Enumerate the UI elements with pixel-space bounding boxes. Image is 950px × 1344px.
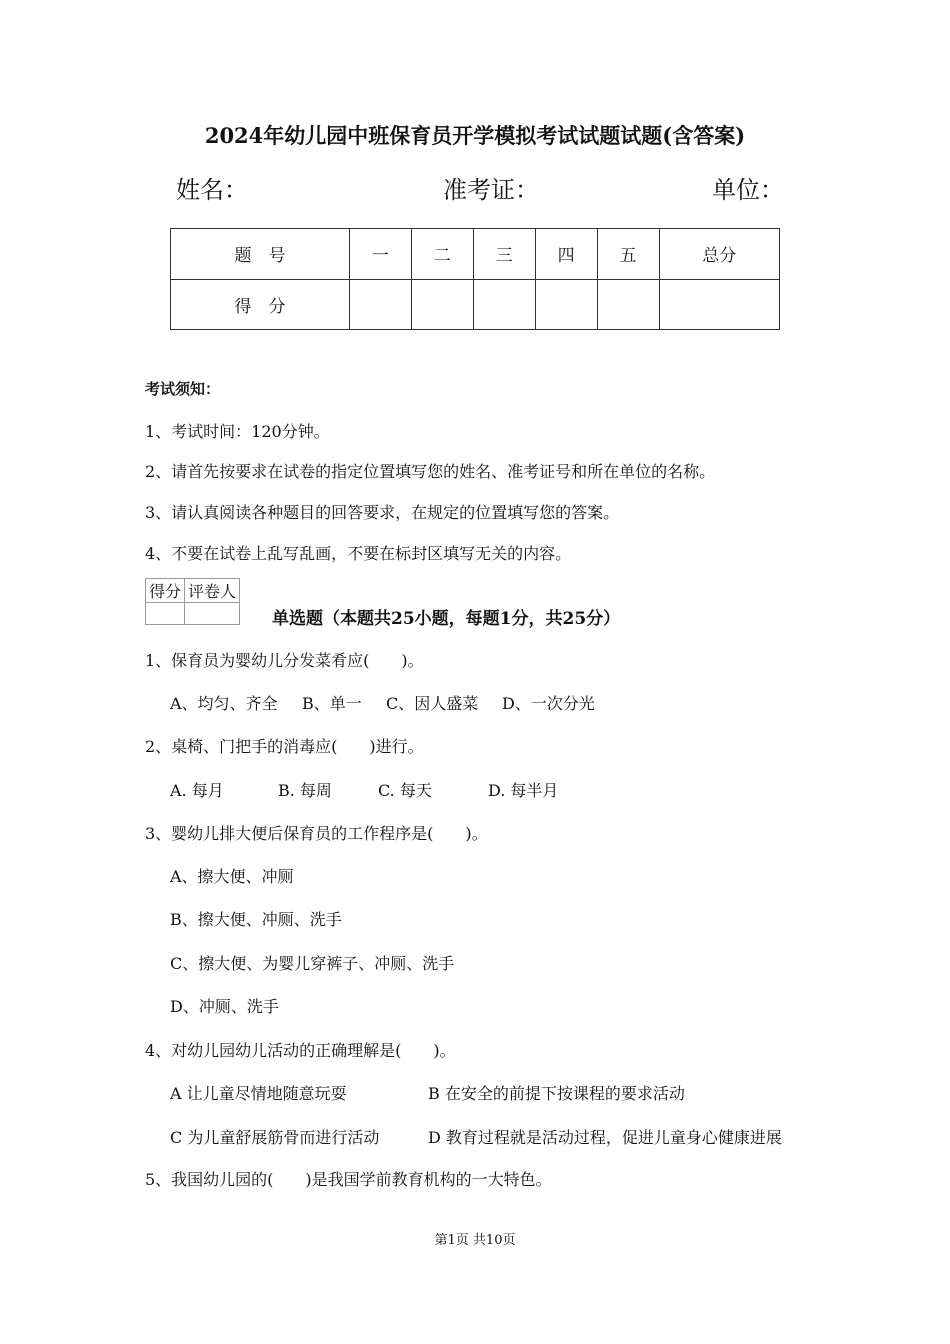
question-stem: 5、我国幼儿园的( )是我国学前教育机构的一大特色。 bbox=[145, 1170, 552, 1189]
score-table bbox=[170, 228, 780, 330]
question-option: A 让儿童尽情地随意玩耍 bbox=[170, 1084, 347, 1103]
question-option: B、擦大便、冲厕、洗手 bbox=[170, 910, 342, 929]
page-title: 2024年幼儿园中班保育员开学模拟考试试题试题(含答案) bbox=[204, 123, 746, 148]
question-option: C、擦大便、为婴儿穿裤子、冲厕、洗手 bbox=[170, 954, 455, 973]
question-stem: 2、桌椅、门把手的消毒应( )进行。 bbox=[145, 737, 424, 756]
score-table-header: 总分 bbox=[659, 229, 779, 280]
score-table-header: 一 bbox=[349, 229, 411, 280]
score-cell bbox=[473, 279, 535, 330]
grader-score-label: 得分 bbox=[146, 579, 185, 603]
question-option: B、单一 bbox=[302, 694, 362, 713]
question-option: B. 每周 bbox=[278, 781, 332, 800]
section-title: 单选题（本题共25小题，每题1分，共25分） bbox=[272, 609, 621, 629]
question-option: D 教育过程就是活动过程，促进儿童身心健康进展 bbox=[428, 1128, 782, 1147]
question-stem: 3、婴幼儿排大便后保育员的工作程序是( )。 bbox=[145, 824, 488, 843]
grader-reviewer-cell bbox=[185, 603, 240, 625]
notice-item: 2、请首先按要求在试卷的指定位置填写您的姓名、准考证号和所在单位的名称。 bbox=[145, 462, 716, 481]
score-table-header-row bbox=[171, 229, 780, 280]
notice-item: 3、请认真阅读各种题目的回答要求，在规定的位置填写您的答案。 bbox=[145, 503, 620, 522]
question-stem: 1、保育员为婴幼儿分发菜肴应( )。 bbox=[145, 651, 424, 670]
question-option: C 为儿童舒展筋骨而进行活动 bbox=[170, 1128, 380, 1147]
grader-reviewer-label: 评卷人 bbox=[185, 579, 240, 603]
score-table-header: 三 bbox=[473, 229, 535, 280]
question-option: C. 每天 bbox=[378, 781, 432, 800]
score-table-header: 题 号 bbox=[171, 229, 350, 280]
question-option: A、均匀、齐全 bbox=[170, 694, 278, 713]
question-option: A. 每月 bbox=[170, 781, 224, 800]
score-table-header: 二 bbox=[411, 229, 473, 280]
unit-field-label: 单位： bbox=[712, 176, 784, 204]
score-cell bbox=[411, 279, 473, 330]
question-option: B 在安全的前提下按课程的要求活动 bbox=[428, 1084, 685, 1103]
page-footer: 第1页 共10页 bbox=[434, 1233, 516, 1248]
notice-item: 4、不要在试卷上乱写乱画，不要在标封区填写无关的内容。 bbox=[145, 544, 572, 563]
grader-box bbox=[145, 578, 240, 625]
grader-score-cell bbox=[146, 603, 185, 625]
question-option: A、擦大便、冲厕 bbox=[170, 867, 294, 886]
score-cell bbox=[535, 279, 597, 330]
score-table-score-row bbox=[171, 279, 780, 330]
score-table-header: 四 bbox=[535, 229, 597, 280]
name-field-label: 姓名： bbox=[176, 176, 248, 204]
notice-heading: 考试须知： bbox=[145, 380, 221, 398]
question-stem: 4、对幼儿园幼儿活动的正确理解是( )。 bbox=[145, 1041, 456, 1060]
question-option: C、因人盛菜 bbox=[386, 694, 479, 713]
score-cell bbox=[659, 279, 779, 330]
score-cell bbox=[349, 279, 411, 330]
question-option: D、一次分光 bbox=[502, 694, 595, 713]
exam-number-field-label: 准考证： bbox=[443, 176, 539, 204]
notice-item: 1、考试时间：120分钟。 bbox=[145, 422, 330, 441]
question-option: D、冲厕、洗手 bbox=[170, 997, 279, 1016]
score-table-header: 五 bbox=[597, 229, 659, 280]
question-option: D. 每半月 bbox=[488, 781, 559, 800]
score-cell bbox=[597, 279, 659, 330]
score-row-label: 得 分 bbox=[171, 279, 350, 330]
